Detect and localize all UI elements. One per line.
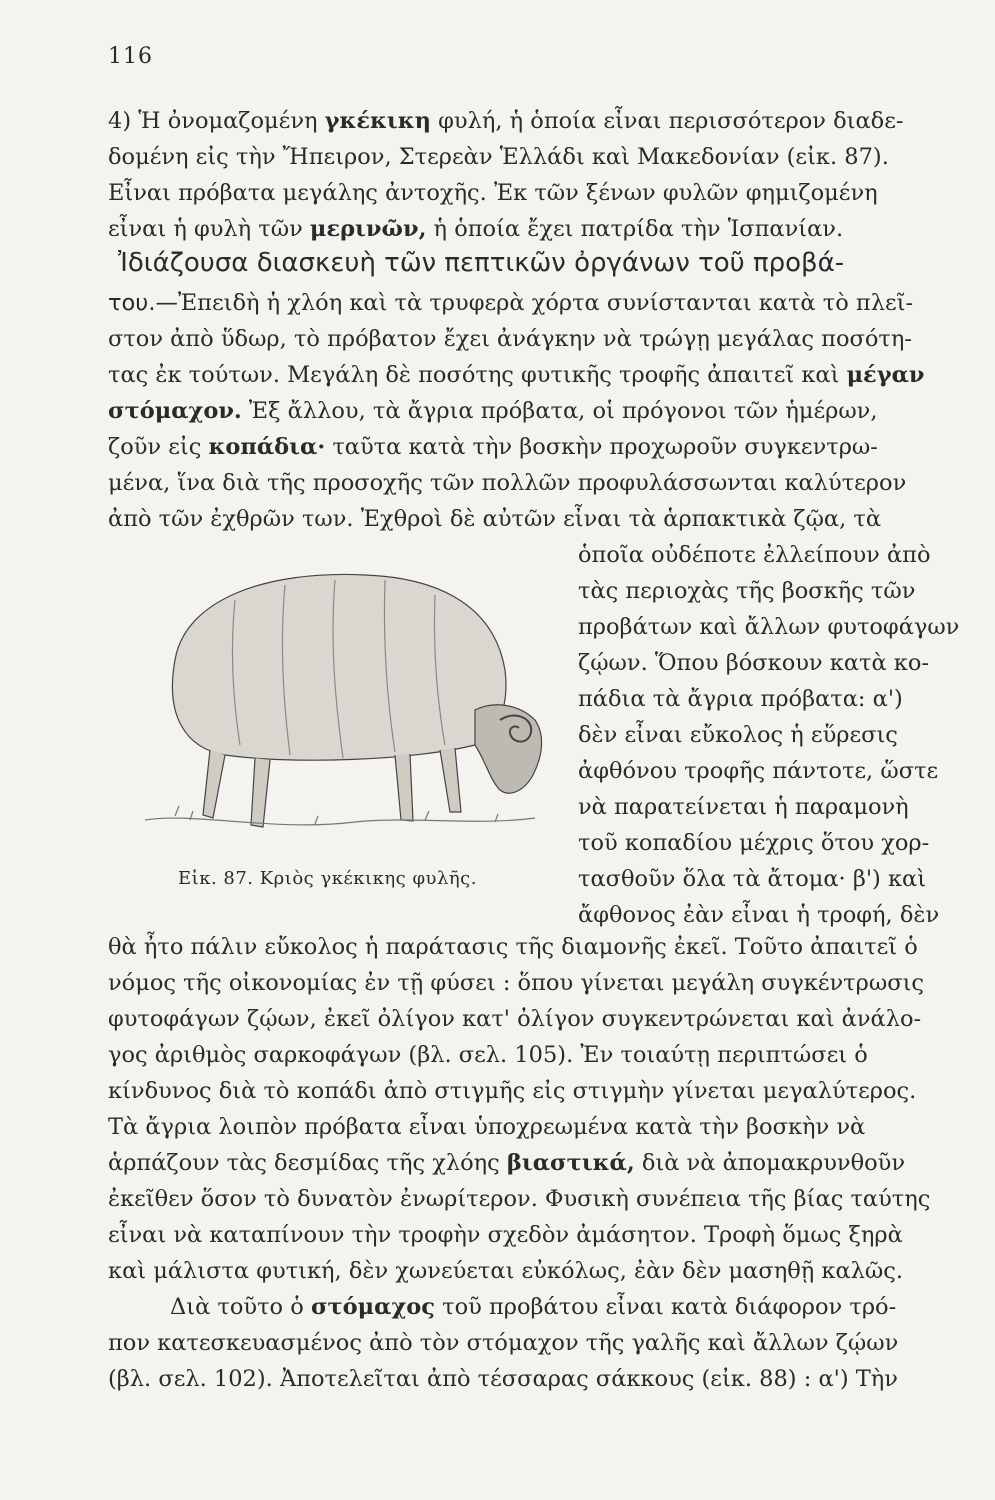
- text-line: ζῴων. Ὅπου βόσκουν κατὰ κο-: [578, 650, 930, 676]
- text-line: ὁποῖα οὐδέποτε ἐλλείπουν ἀπὸ: [578, 542, 931, 568]
- text-line: πον κατεσκευασμένος ἀπὸ τὸν στόμαχον τῆς γαλῆς καὶ ἄλλων ζῴων: [108, 1330, 899, 1356]
- text-line: κίνδυνος διὰ τὸ κοπάδι ἀπὸ στιγμῆς εἰς στιγμὴν γίνεται μεγαλύτερος.: [108, 1078, 917, 1104]
- text-line: ζοῦν εἰς κοπάδια· ταῦτα κατὰ τὴν βοσκὴν προχωροῦν συγκεντρω-: [108, 434, 878, 460]
- text-line: φυτοφάγων ζῴων, ἐκεῖ ὀλίγον κατ' ὀλίγον συγκεντρώνεται καὶ ἀνάλο-: [108, 1006, 922, 1032]
- text-line: προβάτων καὶ ἄλλων φυτοφάγων: [578, 614, 960, 640]
- text-line: τοῦ κοπαδίου μέχρις ὅτου χορ-: [578, 830, 930, 856]
- text-line: στόμαχον. Ἐξ ἄλλου, τὰ ἄγρια πρόβατα, οἱ πρόγονοι τῶν ἡμέρων,: [108, 398, 878, 424]
- text-line: τας ἐκ τούτων. Μεγάλη δὲ ποσότης φυτικῆς τροφῆς ἀπαιτεῖ καὶ μέγαν: [108, 362, 925, 388]
- text-line: εἶναι νὰ καταπίνουν τὴν τροφὴν σχεδὸν ἀμάσητον. Τροφὴ ὅμως ξηρὰ: [108, 1222, 903, 1248]
- text-line: (βλ. σελ. 102). Ἀποτελεῖται ἀπὸ τέσσαρας σάκκους (εἰκ. 88) : α') Τὴν: [108, 1366, 898, 1392]
- text-line: τὰς περιοχὰς τῆς βοσκῆς τῶν: [578, 578, 916, 604]
- text-line: Τὰ ἄγρια λοιπὸν πρόβατα εἶναι ὑποχρεωμένα κατὰ τὴν βοσκὴν νὰ: [108, 1114, 866, 1140]
- text-line: Ἰδιάζουσα διασκευὴ τῶν πεπτικῶν ὀργάνων τοῦ προβά-: [118, 248, 845, 278]
- sheep-illustration: [115, 540, 555, 850]
- text-line: στον ἀπὸ ὕδωρ, τὸ πρόβατον ἔχει ἀνάγκην νὰ τρώγῃ μεγάλας ποσότη-: [108, 326, 912, 352]
- text-line: ἄφθονος ἐὰν εἶναι ἡ τροφή, δὲν: [578, 902, 940, 928]
- text-line: γος ἀριθμὸς σαρκοφάγων (βλ. σελ. 105). Ἐν τοιαύτῃ περιπτώσει ὁ: [108, 1042, 868, 1068]
- text-line: ἀπὸ τῶν ἐχθρῶν των. Ἐχθροὶ δὲ αὐτῶν εἶναι τὰ ἁρπακτικὰ ζῷα, τὰ: [108, 506, 882, 532]
- text-line: ἁρπάζουν τὰς δεσμίδας τῆς χλόης βιαστικά, διὰ νὰ ἀπομακρυνθοῦν: [108, 1150, 906, 1176]
- text-line: μένα, ἵνα διὰ τῆς προσοχῆς τῶν πολλῶν προφυλάσσωνται καλύτερον: [108, 470, 907, 496]
- figure-caption: Εἰκ. 87. Κριὸς γκέκικης φυλῆς.: [178, 868, 477, 889]
- sheep-image: [115, 540, 555, 850]
- text-line: θὰ ἦτο πάλιν εὔκολος ἡ παράτασις τῆς διαμονῆς ἐκεῖ. Τοῦτο ἀπαιτεῖ ὁ: [108, 934, 918, 960]
- text-line: Εἶναι πρόβατα μεγάλης ἀντοχῆς. Ἐκ τῶν ξένων φυλῶν φημιζομένη: [108, 180, 878, 206]
- text-line: εἶναι ἡ φυλὴ τῶν μερινῶν, ἡ ὁποία ἔχει πατρίδα τὴν Ἱσπανίαν.: [108, 216, 844, 242]
- text-line: πάδια τὰ ἄγρια πρόβατα: α'): [578, 686, 903, 712]
- text-line: νὰ παρατείνεται ἡ παραμονὴ: [578, 794, 909, 820]
- text-line: δομένη εἰς τὴν Ἤπειρον, Στερεὰν Ἑλλάδι καὶ Μακεδονίαν (εἰκ. 87).: [108, 144, 889, 170]
- text-line: ἐκεῖθεν ὅσον τὸ δυνατὸν ἐνωρίτερον. Φυσικὴ συνέπεια τῆς βίας ταύτης: [108, 1186, 931, 1212]
- text-line: νόμος τῆς οἰκονομίας ἐν τῇ φύσει : ὅπου γίνεται μεγάλη συγκέντρωσις: [108, 970, 924, 996]
- text-line: ἀφθόνου τροφῆς πάντοτε, ὥστε: [578, 758, 939, 784]
- text-line: Διὰ τοῦτο ὁ στόμαχος τοῦ προβάτου εἶναι κατὰ διάφορον τρό-: [170, 1294, 897, 1320]
- text-line: 4) Ἡ ὀνομαζομένη γκέκικη φυλή, ἡ ὁποία εἶναι περισσότερον διαδε-: [108, 108, 904, 134]
- text-line: καὶ μάλιστα φυτική, δὲν χωνεύεται εὐκόλως, ἐὰν δὲν μασηθῇ καλῶς.: [108, 1258, 904, 1284]
- page-number: 116: [108, 44, 153, 69]
- text-line: δὲν εἶναι εὔκολος ἡ εὕρεσις: [578, 722, 898, 748]
- text-line: του.—Ἐπειδὴ ἡ χλόη καὶ τὰ τρυφερὰ χόρτα συνίστανται κατὰ τὸ πλεῖ-: [108, 290, 914, 316]
- text-line: τασθοῦν ὅλα τὰ ἄτομα· β') καὶ: [578, 866, 927, 892]
